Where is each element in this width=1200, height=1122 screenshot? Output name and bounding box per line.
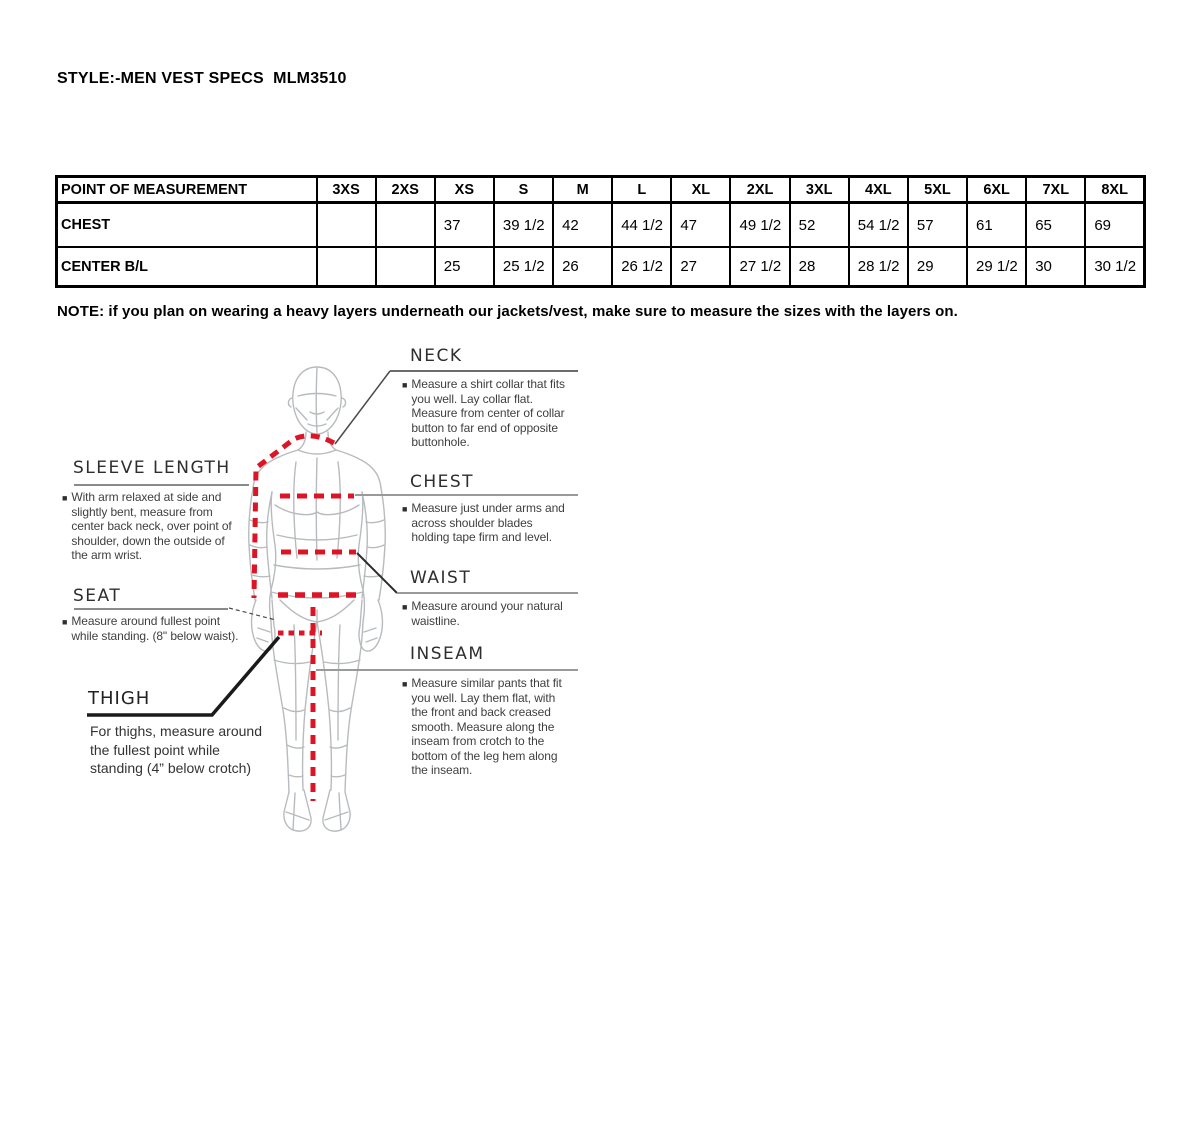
header-cell-size: XL [671,177,730,203]
waist-leader-line [357,553,397,593]
chest-heading: CHEST [410,472,475,492]
value-cell [317,247,376,287]
bullet-icon: ■ [62,493,68,503]
header-cell-size: 3XL [790,177,849,203]
header-cell-size: XS [435,177,494,203]
neck-heading: NECK [410,346,463,366]
value-cell: 29 1/2 [967,247,1026,287]
header-cell-size: 5XL [908,177,967,203]
value-cell: 69 [1085,203,1144,248]
value-cell: 65 [1026,203,1085,248]
value-cell: 52 [790,203,849,248]
value-cell: 27 [671,247,730,287]
table-row-center-bl [57,247,1145,287]
header-cell-size: 4XL [849,177,908,203]
header-cell-size: M [553,177,612,203]
row-label: CHEST [57,203,317,248]
header-cell-size: 6XL [967,177,1026,203]
chest-instructions: ■ Measure just under arms and across shoulder blades holding tape firm and level. [402,501,565,544]
waist-heading: WAIST [410,568,472,588]
value-cell: 25 [435,247,494,287]
header-cell-point-of-measurement: POINT OF MEASUREMENT [57,177,317,203]
size-chart-table [55,175,1146,288]
waist-instructions: ■ Measure around your natural waistline. [402,599,563,628]
value-cell: 44 1/2 [612,203,671,248]
header-cell-size: S [494,177,553,203]
value-cell: 57 [908,203,967,248]
header-cell-size: 8XL [1085,177,1144,203]
value-cell [376,247,435,287]
bullet-icon: ■ [402,679,408,689]
value-cell: 39 1/2 [494,203,553,248]
sleeve-length-heading: SLEEVE LENGTH [73,458,231,478]
header-cell-size: 2XS [376,177,435,203]
bullet-icon: ■ [402,380,408,390]
bullet-icon: ■ [402,504,408,514]
value-cell [376,203,435,248]
header-cell-size: 2XL [730,177,789,203]
header-cell-size: L [612,177,671,203]
value-cell: 29 [908,247,967,287]
header-cell-size: 3XS [317,177,376,203]
thigh-heading: THIGH [88,688,151,709]
table-header-row [57,177,1145,203]
bullet-icon: ■ [62,617,68,627]
header-cell-size: 7XL [1026,177,1085,203]
page-title: STYLE:-MEN VEST SPECS MLM3510 [57,70,347,87]
value-cell: 30 1/2 [1085,247,1144,287]
value-cell: 25 1/2 [494,247,553,287]
value-cell: 54 1/2 [849,203,908,248]
value-cell: 47 [671,203,730,248]
value-cell: 28 1/2 [849,247,908,287]
thigh-instructions: For thighs, measure around the fullest point while standing (4” below crotch) [90,723,262,776]
note-text: NOTE: if you plan on wearing a heavy layers underneath our jackets/vest, make sure to measure the sizes with the layers on. [57,303,958,320]
value-cell: 26 [553,247,612,287]
value-cell: 61 [967,203,1026,248]
value-cell: 49 1/2 [730,203,789,248]
neck-instructions: ■ Measure a shirt collar that fits you well. Lay collar flat. Measure from center of collar button to far end of opposite buttonhole. [402,377,565,449]
row-label: CENTER B/L [57,247,317,287]
value-cell [317,203,376,248]
seat-heading: SEAT [73,586,122,606]
value-cell: 37 [435,203,494,248]
inseam-heading: INSEAM [410,644,485,664]
inseam-instructions: ■ Measure similar pants that fit you well. Lay them flat, with the front and back creased smooth. Measure along the inseam from crotch to the bottom of the leg hem along the inseam. [402,676,562,777]
neck-leader-line [335,371,390,444]
bullet-icon: ■ [402,602,408,612]
seat-instructions: ■ Measure around fullest point while standing. (8" below waist). [62,614,239,643]
measurement-lines [254,436,360,801]
value-cell: 30 [1026,247,1085,287]
value-cell: 28 [790,247,849,287]
value-cell: 42 [553,203,612,248]
mannequin-wireframe [249,367,386,831]
sleeve-length-instructions: ■ With arm relaxed at side and slightly bent, measure from center back neck, over point of shoulder, down the outside of the arm wrist. [62,490,232,562]
value-cell: 27 1/2 [730,247,789,287]
table-row-chest [57,203,1145,248]
value-cell: 26 1/2 [612,247,671,287]
neck-and-sleeve-measure-line [254,436,334,598]
